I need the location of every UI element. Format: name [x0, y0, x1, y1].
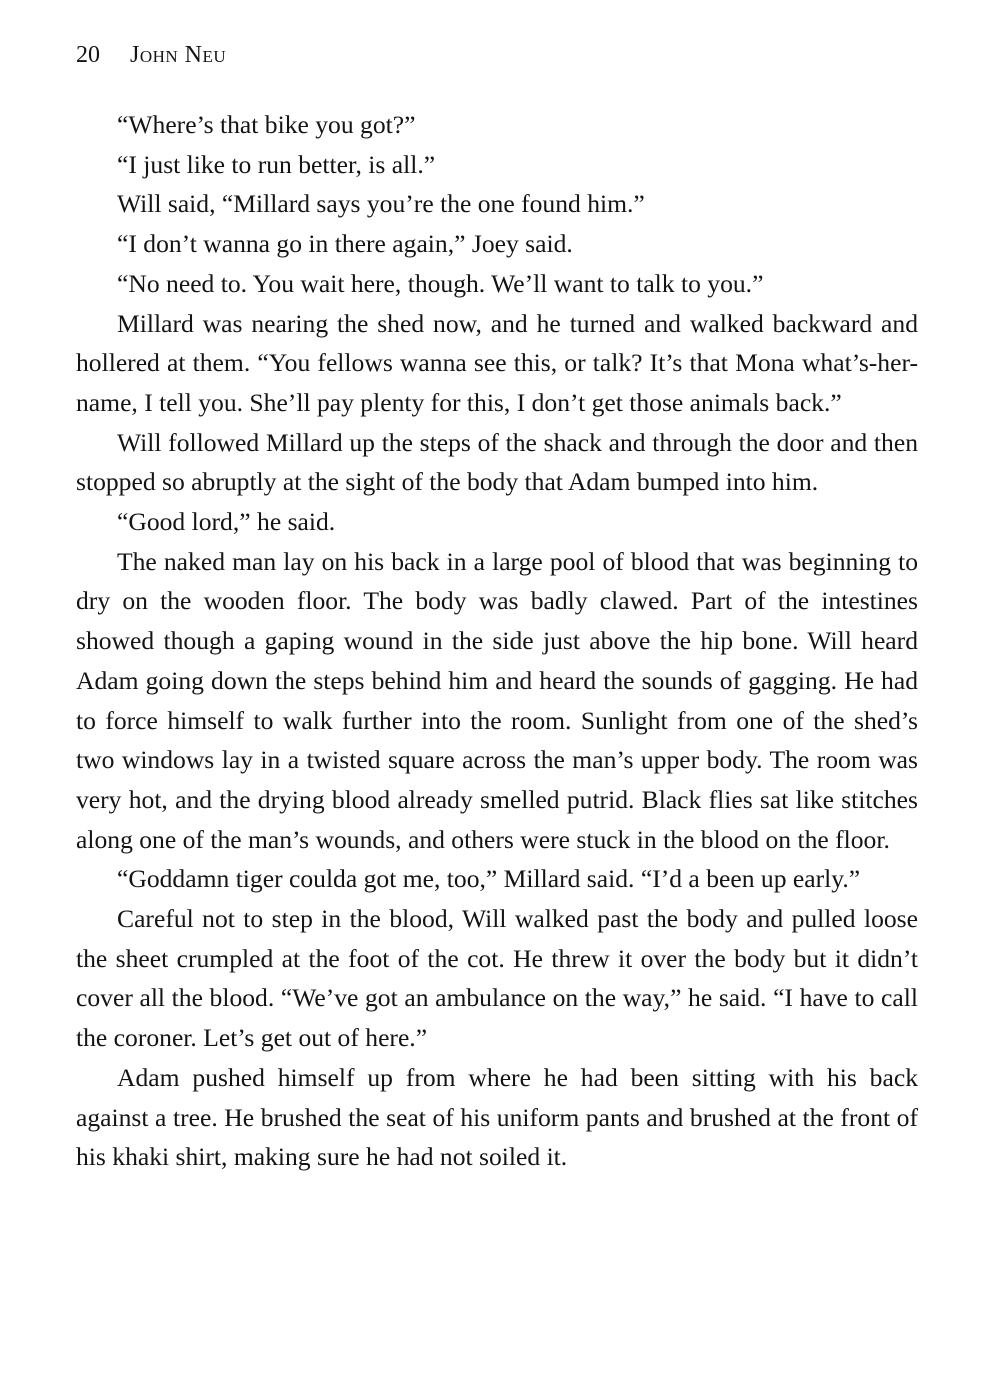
page-number: 20 [76, 42, 100, 68]
paragraph: The naked man lay on his back in a large pool of blood that was beginning to dry on the wooden floor. The body was badly clawed. Part of the intestines showed though a gaping wound in the side just above the hip bone. Will heard Adam going down the steps behind him and heard the sounds of gagging. He had to force himself to walk further into the room. Sunlight from one of the shed’s two windows lay in a twisted square across the man’s upper body. The room was very hot, and the drying blood already smelled putrid. Black flies sat like stitches along one of the man’s wounds, and others were stuck in the blood on the floor. [76, 546, 918, 854]
paragraph: Will said, “Millard says you’re the one found him.” [117, 189, 645, 219]
paragraph: “No need to. You wait here, though. We’ll want to talk to you.” [117, 268, 764, 298]
author-name: John Neu [130, 42, 227, 68]
body-text [76, 105, 918, 1177]
paragraph: “I don’t wanna go in there again,” Joey said. [117, 229, 573, 259]
paragraph: Careful not to step in the blood, Will walked past the body and pulled loose the sheet crumpled at the foot of the cot. He threw it over the body but it didn’t cover all the blood. “We’ve got an ambulance on the way,” he said. “I have to call the coroner. Let’s get out of here.” [76, 904, 918, 1053]
paragraph: Adam pushed himself up from where he had been sitting with his back against a tree. He brushed the seat of his uniform pants and brushed at the front of his khaki shirt, making sure he had not soiled it. [76, 1062, 918, 1172]
paragraph: “I just like to run better, is all.” [117, 149, 436, 179]
paragraph: Will followed Millard up the steps of the shack and through the door and then stopped so abruptly at the sight of the body that Adam bumped into him. [76, 427, 918, 497]
paragraph: “Good lord,” he said. [117, 507, 336, 537]
paragraph: Millard was nearing the shed now, and he turned and walked backward and hollered at them. “You fellows wanna see this, or talk? It’s that Mona what’s-her-name, I tell you. She’ll pay plenty for this, I don’t get those animals back.” [76, 308, 918, 417]
paragraph: “Where’s that bike you got?” [117, 110, 416, 139]
running-head [76, 40, 226, 70]
paragraph: “Goddamn tiger coulda got me, too,” Millard said. “I’d a been up early.” [117, 864, 861, 894]
